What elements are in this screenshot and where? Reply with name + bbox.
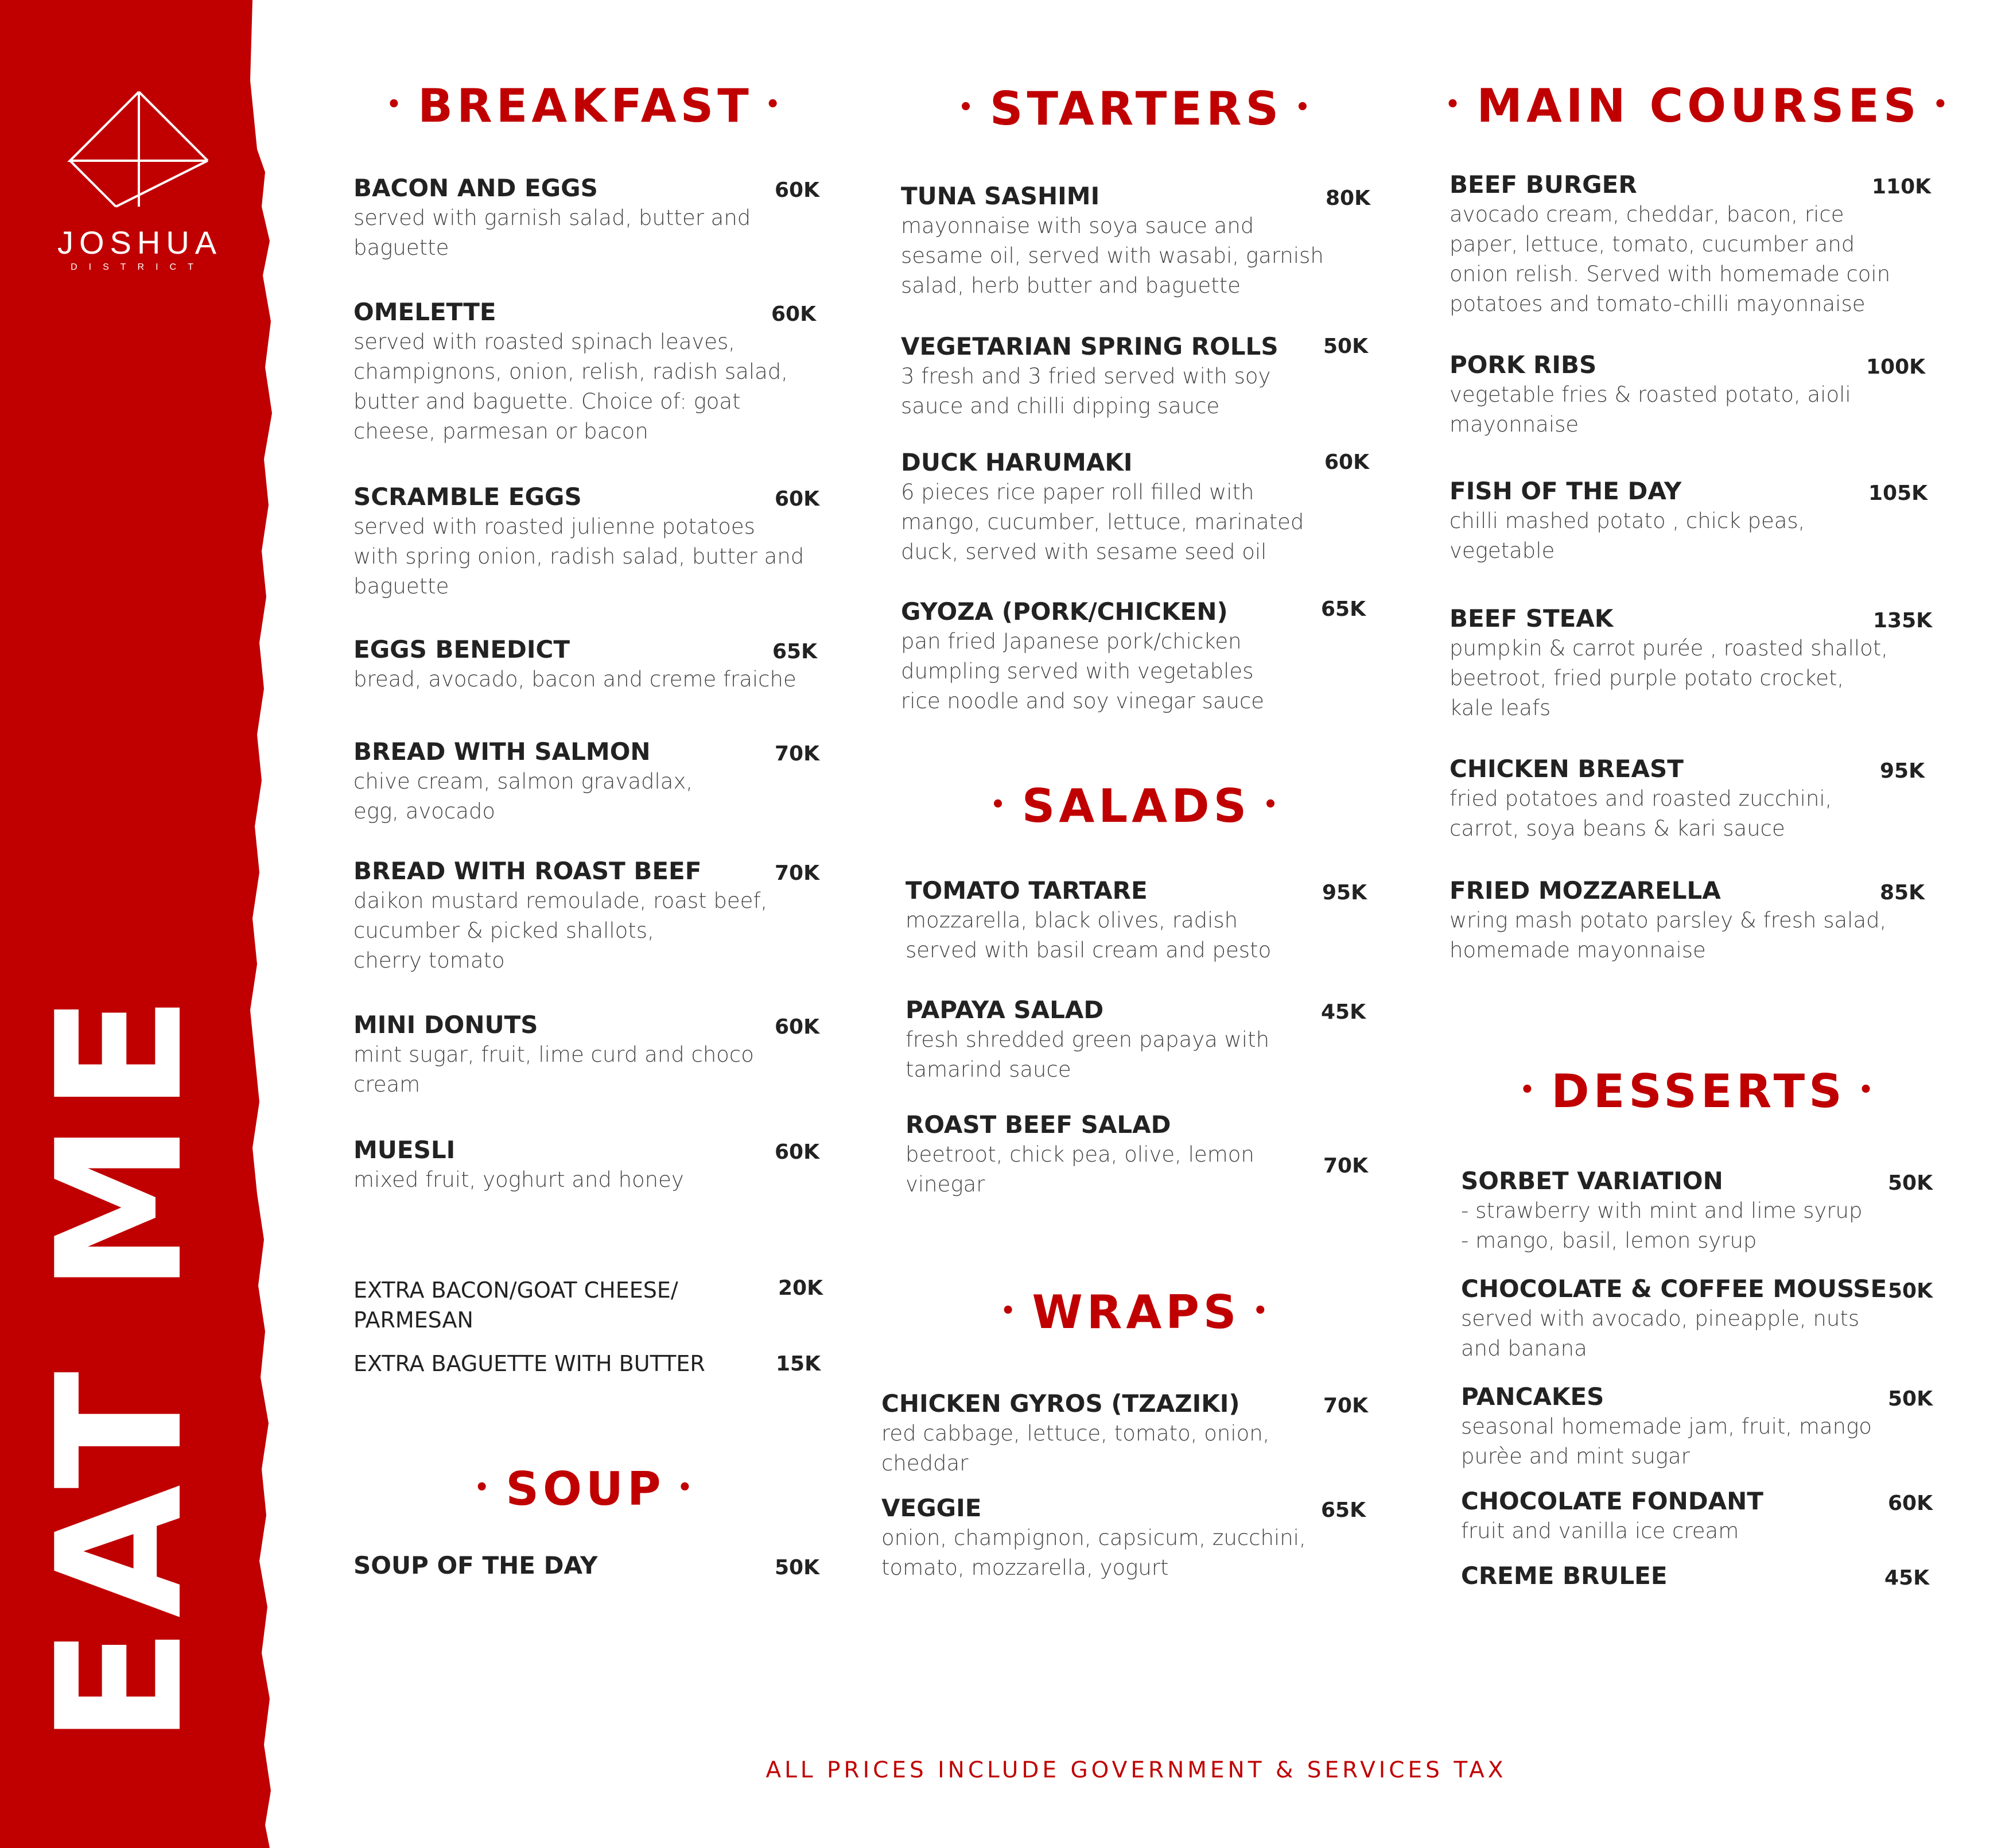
item-price: 85K [1880,881,1925,904]
item-price: 70K [1323,1154,1368,1178]
item-price: 70K [775,742,819,766]
item-price: 50K [775,1556,819,1579]
menu-item: MUESLI mixed fruit, yoghurt and honey [353,1136,684,1192]
item-price: 60K [1324,451,1369,474]
menu-item: FISH OF THE DAY chilli mashed potato , chick peas, vegetable [1449,477,1805,563]
item-price: 50K [1888,1387,1933,1411]
menu-item: TOMATO TARTARE mozzarella, black olives, radish served with basil cream and pesto [906,876,1272,962]
item-price: 65K [1321,597,1366,621]
item-price: 50K [1888,1171,1933,1195]
section-title-salads: • SALADS • [990,779,1282,833]
item-price: 60K [1888,1492,1933,1515]
menu-item: VEGGIE onion, champignon, capsicum, zucchini, tomato, mozzarella, yogurt [881,1494,1306,1580]
menu-item: PORK RIBS vegetable fries & roasted potato, aioli mayonnaise [1449,351,1851,437]
item-price: 60K [771,302,816,326]
item-price: 45K [1321,1000,1366,1024]
menu-item: SOUP OF THE DAY [353,1551,598,1579]
section-title-desserts: • DESSERTS • [1520,1065,1878,1118]
menu-item: SORBET VARIATION - strawberry with mint and lime syrup - mango, basil, lemon syrup [1461,1167,1863,1253]
menu-item: CHOCOLATE & COFFEE MOUSSE served with avocado, pineapple, nuts and banana [1461,1275,1887,1361]
extra-item-name: EXTRA BACON/GOAT CHEESE/ PARMESAN [353,1278,678,1333]
menu-item: PANCAKES seasonal homemade jam, fruit, mango purèe and mint sugar [1461,1383,1872,1469]
brand-name: JOSHUA [57,224,223,261]
menu-item: EGGS BENEDICT bread, avocado, bacon and creme fraiche [353,635,796,692]
item-price: 60K [775,1140,819,1164]
menu-item: CHICKEN GYROS (TZAZIKI) red cabbage, lettuce, tomato, onion, cheddar [881,1389,1270,1476]
menu-item: BEEF STEAK pumpkin & carrot purée , roasted shallot, beetroot, fried purple potato crocket, kale leafs [1449,604,1888,720]
menu-item: BREAD WITH ROAST BEEF daikon mustard remoulade, roast beef, cucumber & picked shallots, cherry tomato [353,857,768,973]
item-price: 80K [1326,187,1370,210]
menu-item: SCRAMBLE EGGS served with roasted julienne potatoes with spring onion, radish salad, butter and baguette [353,483,805,599]
menu-item: FRIED MOZZARELLA wring mash potato parsley & fresh salad, homemade mayonnaise [1449,876,1887,962]
item-price: 95K [1880,759,1925,783]
item-price: 45K [1884,1566,1929,1590]
brand-sub: DISTRICT [71,262,205,272]
menu-item: VEGETARIAN SPRING ROLLS 3 fresh and 3 fried served with soy sauce and chilli dipping sauce [901,332,1278,418]
menu-item: CREME BRULEE [1461,1562,1668,1590]
item-price: 105K [1868,482,1928,505]
menu-item: PAPAYA SALAD fresh shredded green papaya with tamarind sauce [906,996,1270,1082]
section-title-starters: • STARTERS • [958,82,1314,135]
menu-item: BREAD WITH SALMON chive cream, salmon gravadlax, egg, avocado [353,737,693,824]
menu-item: ROAST BEEF SALAD beetroot, chick pea, olive, lemon vinegar [906,1111,1254,1197]
menu-item: CHICKEN BREAST fried potatoes and roasted zucchini, carrot, soya beans & kari sauce [1449,755,1832,841]
menu-item: DUCK HARUMAKI 6 pieces rice paper roll filled with mango, cucumber, lettuce, marinated duck, served with sesame seed oil [901,448,1304,564]
item-price: 60K [775,178,819,202]
extra-item-name: EXTRA BAGUETTE WITH BUTTER [353,1351,705,1376]
menu-item: CHOCOLATE FONDANT fruit and vanilla ice cream [1461,1487,1763,1543]
item-price: 70K [775,861,819,885]
section-title-breakfast: • BREAKFAST • [386,79,784,133]
item-price: 60K [775,487,819,511]
item-price: 135K [1873,609,1933,632]
item-price: 100K [1866,355,1926,379]
menu-item: MINI DONUTS mint sugar, fruit, lime curd and choco cream [353,1011,754,1097]
item-price: 65K [772,640,817,663]
geometric-4-logo-icon [64,86,213,212]
section-title-soup: • SOUP • [474,1462,697,1516]
item-price: 70K [1323,1394,1368,1418]
slogan-eat-me: EAT ME [20,985,220,1745]
item-price: 95K [1322,881,1367,904]
section-title-main-courses: • MAIN COURSES • [1445,79,1952,133]
item-price: 50K [1323,335,1368,358]
item-price: 50K [1888,1279,1933,1303]
brand-block [57,86,223,273]
item-price: 15K [776,1352,821,1376]
item-price: 65K [1321,1498,1366,1522]
item-price: 20K [778,1276,823,1300]
menu-item: TUNA SASHIMI mayonnaise with soya sauce and sesame oil, served with wasabi, garnish salad, herb butter and baguette [901,182,1324,298]
item-price: 110K [1872,175,1932,199]
section-title-wraps: • WRAPS • [1000,1286,1272,1339]
menu-item: OMELETTE served with roasted spinach leaves, champignons, onion, relish, radish salad, butter and baguette. Choice of: goat cheese, parmesan or bacon [353,298,788,444]
footer-tax-note: ALL PRICES INCLUDE GOVERNMENT & SERVICES TAX [765,1757,1507,1783]
menu-item: BACON AND EGGS served with garnish salad, butter and baguette [353,174,751,260]
item-price: 60K [775,1015,819,1039]
menu-item: BEEF BURGER avocado cream, cheddar, bacon, rice paper, lettuce, tomato, cucumber and onion relish. Served with homemade coin potatoes and tomato-chilli mayonnaise [1449,170,1891,316]
menu-item: GYOZA (PORK/CHICKEN) pan fried Japanese pork/chicken dumpling served with vegetables rice noodle and soy vinegar sauce [901,597,1265,713]
